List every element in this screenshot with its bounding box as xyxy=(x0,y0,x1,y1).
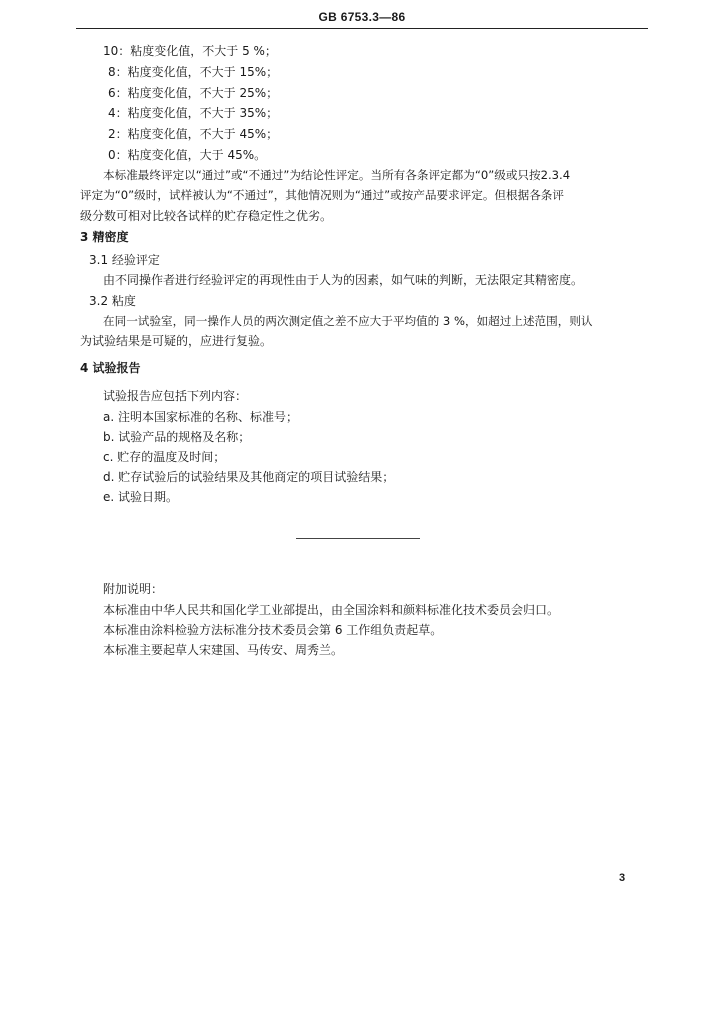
grading-item-8: 8：粘度变化值，不大于 15%； xyxy=(108,65,279,79)
section-divider-rule xyxy=(296,538,420,539)
section-4-heading: 4 试验报告 xyxy=(80,361,141,375)
report-item-e: e. 试验日期。 xyxy=(103,490,179,504)
evaluation-paragraph-line-1: 本标准最终评定以“通过”或“不通过”为结论性评定。当所有各条评定都为“0”级或只按2.3.4 xyxy=(103,168,571,182)
evaluation-paragraph-line-3: 级分数可相对比较各试样的贮存稳定性之优劣。 xyxy=(80,209,333,223)
page-header-standard-code: GB 6753.3—86 xyxy=(318,10,406,24)
notes-line-1: 本标准由中华人民共和国化学工业部提出，由全国涂料和颜料标准化技术委员会归口。 xyxy=(103,603,560,617)
section-3-2-heading: 3.2 粘度 xyxy=(89,294,136,308)
grading-item-4: 4：粘度变化值，不大于 35%； xyxy=(108,106,279,120)
page-number: 3 xyxy=(619,872,626,884)
section-4-intro: 试验报告应包括下列内容： xyxy=(103,389,248,403)
grading-item-0: 0：粘度变化值，大于 45%。 xyxy=(108,148,267,162)
report-item-d: d. 贮存试验后的试验结果及其他商定的项目试验结果； xyxy=(103,470,395,484)
notes-heading: 附加说明： xyxy=(103,582,164,596)
evaluation-paragraph-line-2: 评定为“0”级时，试样被认为“不通过”，其他情况则为“通过”或按产品要求评定。但根据各条评 xyxy=(80,188,564,202)
grading-item-6: 6：粘度变化值，不大于 25%； xyxy=(108,86,279,100)
grading-item-10: 10：粘度变化值，不大于 5 %； xyxy=(103,44,277,58)
report-item-a: a. 注明本国家标准的名称、标准号； xyxy=(103,410,298,424)
header-rule xyxy=(76,28,648,29)
section-3-2-text-line-1: 在同一试验室，同一操作人员的两次测定值之差不应大于平均值的 3 %，如超过上述范围，则认 xyxy=(103,314,593,328)
section-3-heading: 3 精密度 xyxy=(80,230,129,244)
section-3-1-text: 由不同操作者进行经验评定的再现性由于人为的因素，如气味的判断，无法限定其精密度。 xyxy=(103,273,584,287)
section-3-1-heading: 3.1 经验评定 xyxy=(89,253,160,267)
notes-line-2: 本标准由涂料检验方法标准分技术委员会第 6 工作组负责起草。 xyxy=(103,623,443,637)
report-item-b: b. 试验产品的规格及名称； xyxy=(103,430,251,444)
report-item-c: c. 贮存的温度及时间； xyxy=(103,450,226,464)
section-3-2-text-line-2: 为试验结果是可疑的，应进行复验。 xyxy=(80,334,273,348)
grading-item-2: 2：粘度变化值，不大于 45%； xyxy=(108,127,279,141)
notes-line-3: 本标准主要起草人宋建国、马传安、周秀兰。 xyxy=(103,643,344,657)
